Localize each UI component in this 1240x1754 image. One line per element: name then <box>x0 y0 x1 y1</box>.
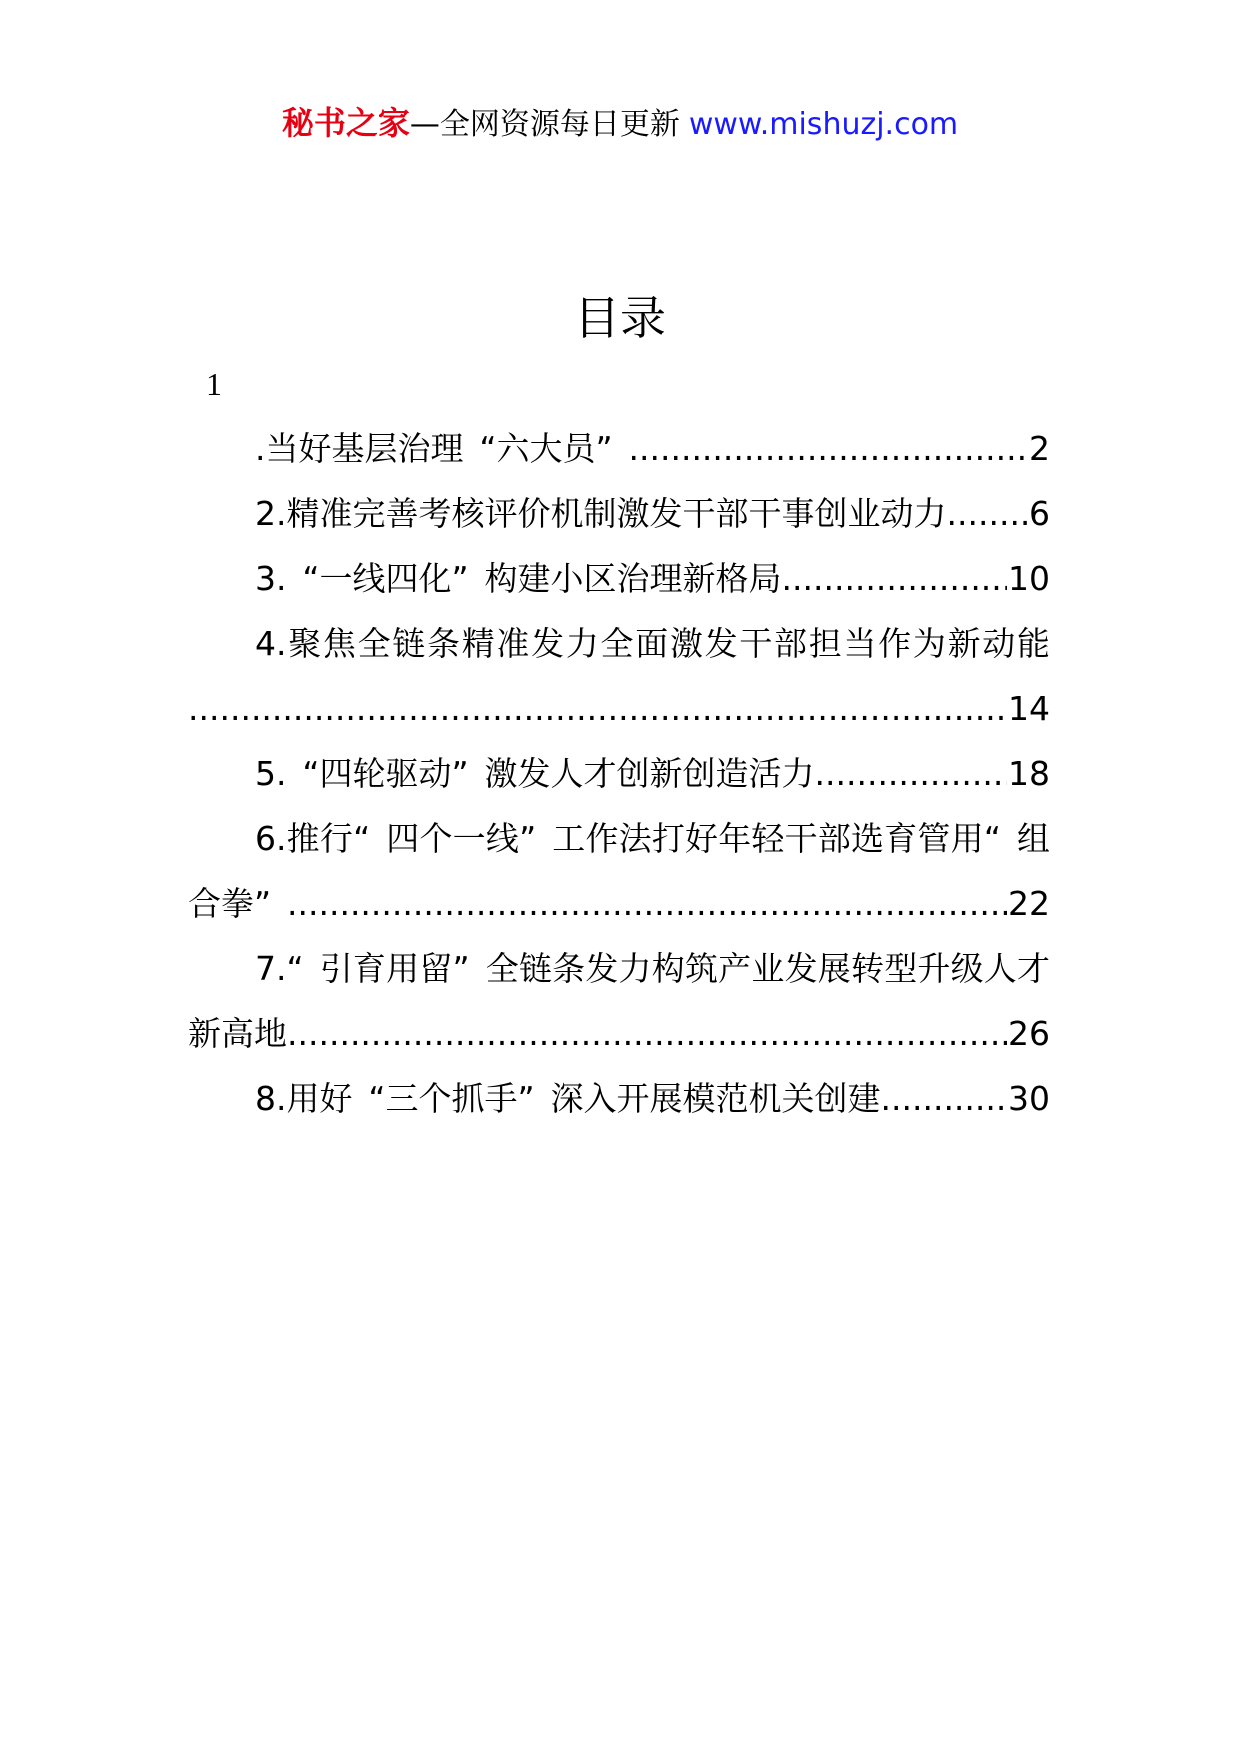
toc-page-number: 18 <box>1008 754 1050 793</box>
toc-entry-title: .当好基层治理 “六大员” <box>255 416 629 481</box>
toc-line <box>188 806 1050 871</box>
toc-entry[interactable] <box>188 481 1050 546</box>
table-of-contents <box>188 416 1050 1131</box>
toc-entry[interactable] <box>188 741 1050 806</box>
toc-entry-title: 7.“ 引育用留” 全链条发力构筑产业发展转型升级人才 <box>255 949 1050 988</box>
toc-page-number: 30 <box>1008 1079 1050 1118</box>
quote-mark: “ <box>479 429 497 468</box>
toc-entry[interactable] <box>188 806 1050 936</box>
quote-mark: “ <box>368 1079 386 1118</box>
toc-page-number: 26 <box>1008 1014 1050 1053</box>
toc-entry-title: 新高地 <box>188 1014 287 1053</box>
quote-mark: ” <box>451 559 469 598</box>
quote-mark: “ <box>302 754 320 793</box>
toc-entry-title: 3. “一线四化” 构建小区治理新格局 <box>255 546 782 611</box>
toc-entry[interactable] <box>188 1066 1050 1131</box>
toc-page-number: 14 <box>1008 689 1050 728</box>
quote-mark: ” <box>452 949 470 988</box>
quote-mark: “ <box>353 819 371 858</box>
toc-line <box>188 871 1050 936</box>
toc-page-number: 2 <box>1029 429 1050 468</box>
quote-mark: ” <box>519 819 537 858</box>
toc-line <box>188 1066 1050 1131</box>
site-header <box>0 100 1240 152</box>
toc-line <box>188 481 1050 546</box>
dot-leader <box>881 1066 1008 1131</box>
dot-leader <box>947 481 1029 546</box>
toc-page-number: 6 <box>1029 494 1050 533</box>
quote-mark: “ <box>286 949 304 988</box>
toc-line <box>188 546 1050 611</box>
section-number: 1 <box>206 366 222 402</box>
quote-mark: “ <box>302 559 320 598</box>
quote-mark: “ <box>983 819 1001 858</box>
toc-line <box>188 611 1050 676</box>
toc-line <box>188 416 1050 481</box>
toc-page-number: 10 <box>1008 559 1050 598</box>
site-url-link[interactable]: www.mishuzj.com <box>688 107 959 142</box>
toc-line <box>188 741 1050 806</box>
toc-entry-title: 6.推行“ 四个一线” 工作法打好年轻干部选育管用“ 组 <box>255 819 1050 858</box>
quote-mark: ” <box>517 1079 535 1118</box>
toc-line <box>188 1001 1050 1066</box>
toc-entry[interactable] <box>188 611 1050 741</box>
dot-leader <box>287 871 1007 936</box>
dot-leader <box>629 416 1029 481</box>
site-tagline: —全网资源每日更新 <box>409 107 680 142</box>
quote-mark: ” <box>254 884 272 923</box>
site-brand: 秘书之家 <box>281 104 410 142</box>
toc-entry-title: 5. “四轮驱动” 激发人才创新创造活力 <box>255 741 815 806</box>
quote-mark: ” <box>595 429 613 468</box>
toc-line <box>188 676 1050 741</box>
toc-page-number: 22 <box>1008 884 1050 923</box>
dot-leader <box>782 546 1008 611</box>
toc-line <box>188 936 1050 1001</box>
toc-entry-title: 2.精准完善考核评价机制激发干部干事创业动力 <box>255 494 947 533</box>
toc-heading: 目录 <box>574 291 666 345</box>
quote-mark: ” <box>451 754 469 793</box>
toc-entry-title: 8.用好 “三个抓手” 深入开展模范机关创建 <box>255 1066 881 1131</box>
toc-entry[interactable] <box>188 936 1050 1066</box>
toc-entry-title: 4.聚焦全链条精准发力全面激发干部担当作为新动能 <box>255 624 1050 663</box>
toc-entry[interactable] <box>188 546 1050 611</box>
dot-leader <box>287 1001 1007 1066</box>
dot-leader <box>815 741 1008 806</box>
dot-leader <box>188 676 1007 741</box>
toc-entry[interactable] <box>188 416 1050 481</box>
toc-entry-title: 合拳” <box>188 871 287 936</box>
